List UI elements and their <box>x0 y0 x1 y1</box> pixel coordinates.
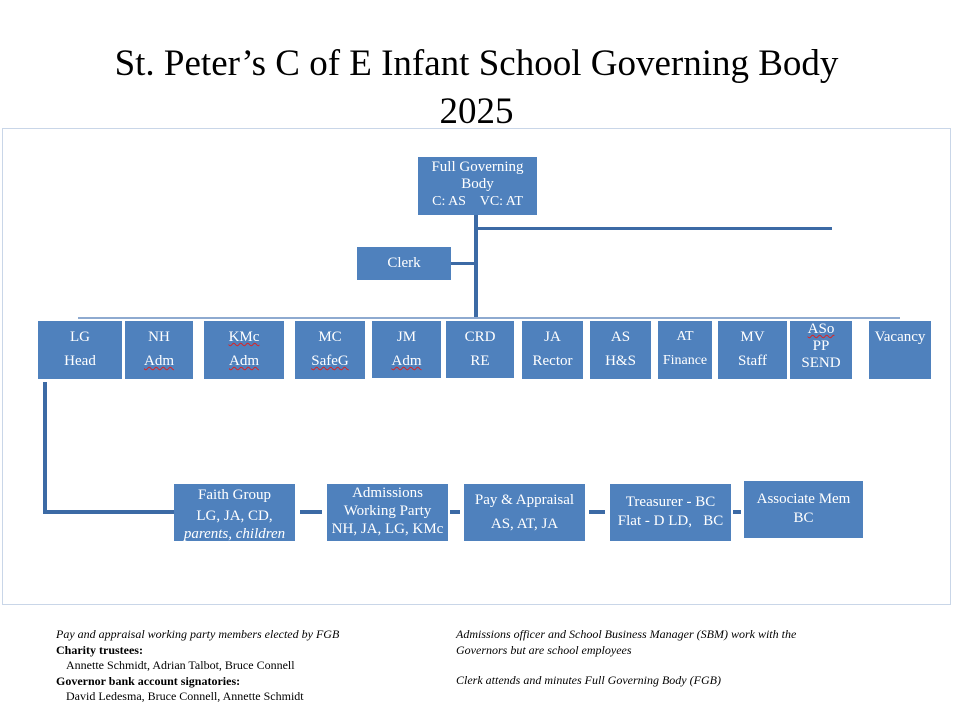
governor-initials: NH <box>148 329 170 345</box>
governor-initials: ASo <box>807 321 835 337</box>
group-members: NH, JA, LG, KMc <box>331 521 444 537</box>
governor-role: SEND <box>801 355 841 371</box>
connector-fgb-right <box>476 227 832 230</box>
governor-initials: MV <box>740 329 765 345</box>
pay-appraisal-box <box>464 484 585 541</box>
group-members: Flat - D LD, BC <box>617 513 724 529</box>
footer-names: David Ledesma, Bruce Connell, Annette Schmidt <box>66 689 304 703</box>
governor-box <box>718 321 787 379</box>
group-name: Faith Group <box>198 487 271 503</box>
governor-initials: LG <box>70 329 90 345</box>
governor-initials: AT <box>676 329 694 344</box>
footer-right <box>456 627 796 689</box>
footer-heading: Governor bank account signatories: <box>56 673 241 688</box>
governor-initials: MC <box>318 329 342 345</box>
faith-group-box <box>174 484 295 541</box>
footer-left <box>56 627 339 705</box>
fgb-chairs: C: AS VC: AT <box>432 194 523 209</box>
connector-clerk <box>451 262 476 265</box>
governor-box <box>204 321 284 379</box>
governor-role: Head <box>64 353 96 369</box>
group-name: Working Party <box>343 503 432 519</box>
chart-title: St. Peter’s C of E Infant School Governing Body <box>114 43 839 84</box>
governor-box <box>38 321 122 379</box>
governor-box <box>446 321 514 378</box>
governor-initials: CRD <box>464 329 496 345</box>
governor-box <box>125 321 193 379</box>
group-members: AS, AT, JA <box>490 516 559 532</box>
connector-governors <box>78 317 900 319</box>
group-name: Treasurer - BC <box>625 494 716 510</box>
group-name: Pay & Appraisal <box>474 492 575 508</box>
connector-dash <box>733 510 741 514</box>
group-members: LG, JA, CD, <box>196 508 273 524</box>
connector-dash <box>300 510 322 514</box>
governor-box <box>790 321 852 379</box>
footer-names: Annette Schmidt, Adrian Talbot, Bruce Connell <box>66 658 295 672</box>
footer-note: Pay and appraisal working party members elected by FGB <box>56 627 340 641</box>
group-members: parents, children <box>183 526 286 542</box>
footer-note: Clerk attends and minutes Full Governing Body (FGB) <box>456 673 721 687</box>
footer-note: Governors but are school employees <box>456 642 632 657</box>
governor-box <box>372 321 441 378</box>
group-members: BC <box>793 510 814 526</box>
governor-role: Staff <box>738 353 767 369</box>
footer-heading: Charity trustees: <box>56 642 143 657</box>
admissions-working-party-box <box>327 484 448 541</box>
governor-role: PP <box>812 338 830 354</box>
governor-role: Rector <box>532 353 573 369</box>
treasurer-box <box>610 484 731 541</box>
fgb-label: Body <box>461 176 494 192</box>
governor-role: RE <box>470 353 490 369</box>
full-governing-body-box <box>418 157 537 215</box>
fgb-label: Full Governing <box>431 159 524 175</box>
governor-initials: KMc <box>228 329 260 345</box>
connector-groups <box>43 510 174 514</box>
clerk-box: Clerk <box>357 247 451 280</box>
connector-dash <box>450 510 460 514</box>
governor-role: Finance <box>662 353 708 368</box>
governor-initials: JA <box>544 329 561 345</box>
group-name: Admissions <box>352 485 423 501</box>
chart-year: 2025 <box>439 91 514 132</box>
governor-role: Adm <box>144 353 174 369</box>
vacancy-label: Vacancy <box>874 329 926 345</box>
governor-role: Adm <box>229 353 259 369</box>
governor-initials: AS <box>610 329 631 345</box>
connector-fgb-vertical <box>474 215 478 319</box>
connector-left-vertical <box>43 382 47 514</box>
governor-role: Adm <box>391 353 422 369</box>
group-name: Associate Mem <box>756 491 851 507</box>
governor-initials: JM <box>396 329 417 345</box>
governor-role: SafeG <box>311 353 349 369</box>
footer-note: Admissions officer and School Business Manager (SBM) work with the <box>456 627 797 641</box>
governor-box <box>522 321 583 379</box>
connector-dash <box>589 510 605 514</box>
governor-box <box>295 321 365 379</box>
vacancy-box <box>869 321 931 379</box>
governor-box <box>658 321 712 379</box>
governor-box <box>590 321 651 379</box>
associate-member-box <box>744 481 863 538</box>
governor-role: H&S <box>605 353 636 369</box>
